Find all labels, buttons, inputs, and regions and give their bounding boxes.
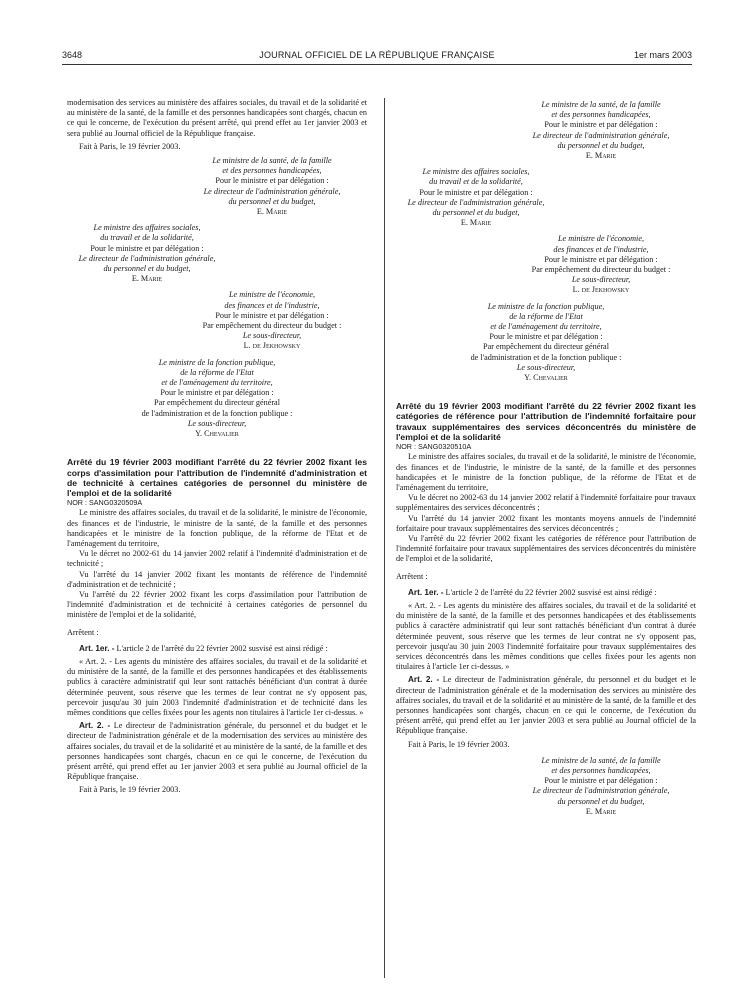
fait-a-paris: Fait à Paris, le 19 février 2003. bbox=[408, 739, 510, 749]
sig-line: Par empêchement du directeur du budget : bbox=[202, 321, 342, 331]
arrete-title: Arrêté du 19 février 2003 modifiant l'arrêté du 22 février 2002 fixant les catégories de référence pour l'attribution de l'indemnité forfaitaire pour travaux supplémentaires des services déconcentrés du ministère de l'emploi et de la solidarité bbox=[396, 401, 696, 442]
page-header bbox=[62, 50, 692, 64]
sig-line: Pour le ministre et par délégation : bbox=[419, 187, 533, 197]
left-column bbox=[67, 98, 367, 796]
article-2 bbox=[67, 721, 367, 782]
sig-line: de la réforme de l'Etat bbox=[180, 367, 254, 377]
article-text: Le directeur de l'administration générale, du personnel et du budget et le directeur de l'administration générale et de la modernisation des services au ministère des affaires sociales, du travail et de la solidarité et au ministère de la santé, de la famille et des personnes handicapées sont chargés, chacun en ce qui le concerne, de l'exécution du présent arrêté, qui prend effet au 1er janvier 2003 et sera publié au Journal officiel de la République française. bbox=[67, 721, 367, 782]
sig-line: Le ministre de la santé, de la famille bbox=[541, 100, 661, 109]
sig-line: Par empêchement du directeur du budget : bbox=[531, 265, 671, 275]
sig-line: du personnel et du budget, bbox=[228, 196, 316, 206]
sig-line: Le ministre de la santé, de la famille bbox=[212, 156, 332, 166]
signatory-name: E. Marie bbox=[131, 274, 163, 284]
sig-line: Pour le ministre et par délégation : bbox=[160, 388, 274, 398]
article-label: Art. 1er. - bbox=[79, 643, 115, 653]
article-1 bbox=[396, 588, 696, 598]
sig-line: Le sous-directeur, bbox=[516, 362, 576, 372]
signatory-name: E. Marie bbox=[256, 207, 288, 217]
sig-line: Le directeur de l'administration générale, bbox=[78, 253, 216, 263]
article-quote: « Art. 2. - Les agents du ministère des affaires sociales, du travail et de la solidarité et du ministère de la santé, de la famille et des personnes handicapées et des établissements publics à caractère administratif qui leur sont rattachés bénéficiant d'un contrat à durée déterminée peuvent, sous réserve que les termes de leur contrat ne s'y opposent pas, percevoir jusqu'au 30 juin 2003 l'indemnité d'administration et de technicité dans les mêmes conditions que celles fixées pour les agents non titulaires à l'article 1er ci-dessus. » bbox=[67, 656, 367, 717]
sig-line: Pour le ministre et par délégation : bbox=[544, 254, 658, 264]
vu-paragraph: Vu l'arrêté du 14 janvier 2002 fixant les montants moyens annuels de l'indemnité forfaitaire pour travaux supplémentaires des services déconcentrés ; bbox=[396, 513, 696, 533]
sig-line: Le directeur de l'administration générale, bbox=[532, 130, 670, 140]
signatory-name: E. Marie bbox=[460, 218, 492, 228]
vu-paragraph: Vu l'arrêté du 22 février 2002 fixant les corps d'assimilation pour l'attribution de l'indemnité d'administration et de technicité à certaines catégories de personnel du ministère de l'emploi et de la solidarité, bbox=[67, 589, 367, 620]
column-divider bbox=[384, 98, 385, 978]
article-label: Art. 2. - bbox=[79, 721, 111, 731]
sig-line: Pour le ministre et par délégation : bbox=[215, 310, 329, 320]
article-text: Le directeur de l'administration générale, du personnel et du budget et le directeur de l'administration générale et de la modernisation des services au ministère des affaires sociales, du travail et de la solidarité et au ministère de la santé, de la famille et des personnes handicapées sont chargés, chacun en ce qui le concerne, de l'exécution du présent arrêté, qui prend effet au 1er janvier 2003 et sera publié au Journal officiel de la République française. bbox=[396, 675, 696, 736]
sig-line: Le ministre des affaires sociales, bbox=[93, 223, 201, 233]
sig-line: de l'administration et de la fonction publique : bbox=[470, 352, 622, 362]
signature-affaires-sociales bbox=[67, 223, 367, 284]
preamble-paragraph: Le ministre des affaires sociales, du travail et de la solidarité, le ministre de l'économie, des finances et de l'industrie, le ministre de la santé, de la famille et des personnes handicapées et le ministre de la fonction publique, de la réforme de l'Etat et de l'aménagement du territoire, bbox=[396, 452, 696, 492]
preamble-paragraph: Le ministre des affaires sociales, du travail et de la solidarité, le ministre de l'économie, des finances et de l'industrie, le ministre de la santé, de la famille et des personnes handicapées et le ministre de la fonction publique, de la réforme de l'Etat et de l'aménagement du territoire, bbox=[67, 508, 367, 548]
sig-line: Le sous-directeur, bbox=[187, 418, 247, 428]
page-number: 3648 bbox=[62, 50, 83, 60]
article-text: L'article 2 de l'arrêté du 22 février 2002 susvisé est ainsi rédigé : bbox=[443, 587, 657, 597]
article-1 bbox=[67, 644, 367, 654]
article-quote: « Art. 2. - Les agents du ministère des affaires sociales, du travail et de la solidarité et du ministère de la santé, de la famille et des personnes handicapées et des établissements publics à caractère administratif qui leur sont rattachés bénéficiant d'un contrat à durée déterminée peuvent, sous réserve que les termes de leur contrat ne s'y opposent pas, percevoir jusqu'au 30 juin 2003 l'indemnité forfaitaire pour travaux supplémentaires des services déconcentrés dans les mêmes conditions que celles fixées pour les agents non titulaires à l'article 1er ci-dessus. » bbox=[396, 600, 696, 672]
continued-paragraph: modernisation des services au ministère des affaires sociales, du travail et de la solidarité et au ministère de la santé, de la famille et des personnes handicapées sont chargés, chacun en ce qui le concerne, de l'exécution du présent arrêté, qui prend effet au 1er janvier 2003 et sera publié au Journal officiel de la République française. bbox=[67, 98, 367, 138]
signature-fonction-publique bbox=[396, 302, 696, 384]
fait-a-paris: Fait à Paris, le 19 février 2003. bbox=[79, 141, 181, 151]
sig-line: Pour le ministre et par délégation : bbox=[544, 776, 658, 786]
article-label: Art. 1er. - bbox=[408, 587, 444, 597]
sig-line: et des personnes handicapées, bbox=[551, 110, 651, 120]
sig-line: de l'administration et de la fonction publique : bbox=[141, 408, 293, 418]
sig-line: des finances et de l'industrie, bbox=[224, 300, 320, 310]
sig-line: et de l'aménagement du territoire, bbox=[161, 378, 273, 388]
vu-paragraph: Vu l'arrêté du 22 février 2002 fixant les catégories de référence pour l'attribution de l'indemnité forfaitaire pour travaux supplémentaires des services déconcentrés du ministère de l'emploi et de la solidarité, bbox=[396, 533, 696, 564]
vu-paragraph: Vu le décret no 2002-61 du 14 janvier 2002 relatif à l'indemnité d'administration et de technicité ; bbox=[67, 549, 367, 569]
sig-line: Le directeur de l'administration générale, bbox=[407, 197, 545, 207]
sig-line: du personnel et du budget, bbox=[557, 140, 645, 150]
signature-economie bbox=[67, 290, 367, 351]
journal-title: JOURNAL OFFICIEL DE LA RÉPUBLIQUE FRANÇAISE bbox=[259, 50, 495, 60]
sig-line: Le directeur de l'administration générale, bbox=[203, 186, 341, 196]
sig-line: Le ministre de la fonction publique, bbox=[487, 301, 605, 311]
sig-line: Le ministre de l'économie, bbox=[557, 234, 645, 244]
sig-line: de la réforme de l'Etat bbox=[509, 311, 583, 321]
sig-line: Par empêchement du directeur général bbox=[154, 398, 280, 408]
sig-line: du travail et de la solidarité, bbox=[429, 177, 523, 187]
sig-line: et des personnes handicapées, bbox=[222, 166, 322, 176]
signature-affaires-sociales bbox=[396, 167, 696, 228]
arretent: Arrêtent : bbox=[67, 627, 99, 637]
sig-line: Le ministre de la fonction publique, bbox=[158, 357, 276, 367]
arrete-title: Arrêté du 19 février 2003 modifiant l'arrêté du 22 février 2002 fixant les corps d'assimilation pour l'attribution de l'indemnité d'administration et de technicité à certaines catégories de personnel du ministère de l'emploi et de la solidarité bbox=[67, 457, 367, 498]
issue-date: 1er mars 2003 bbox=[633, 50, 692, 60]
sig-line: du personnel et du budget, bbox=[557, 796, 645, 806]
sig-line: Le ministre de la santé, de la famille bbox=[541, 755, 661, 765]
sig-line: du personnel et du budget, bbox=[103, 264, 191, 274]
signature-sante bbox=[396, 100, 696, 161]
sig-line: Pour le ministre et par délégation : bbox=[90, 243, 204, 253]
vu-paragraph: Vu l'arrêté du 14 janvier 2002 fixant les montants de référence de l'indemnité d'administration et de technicité ; bbox=[67, 569, 367, 589]
sig-line: Le ministre des affaires sociales, bbox=[422, 167, 530, 177]
nor-reference: NOR : SANG0320510A bbox=[396, 442, 472, 452]
signatory-name: E. Marie bbox=[585, 806, 617, 816]
nor-reference: NOR : SANG0320509A bbox=[67, 498, 143, 508]
sig-line: du personnel et du budget, bbox=[432, 208, 520, 218]
sig-line: Pour le ministre et par délégation : bbox=[489, 332, 603, 342]
sig-line: Pour le ministre et par délégation : bbox=[215, 176, 329, 186]
article-2 bbox=[396, 675, 696, 736]
sig-line: Le ministre de l'économie, bbox=[228, 290, 316, 300]
sig-line: et des personnes handicapées, bbox=[551, 765, 651, 775]
vu-paragraph: Vu le décret no 2002-63 du 14 janvier 2002 relatif à l'indemnité forfaitaire pour travaux supplémentaires des services déconcentrés ; bbox=[396, 493, 696, 513]
signature-economie bbox=[396, 234, 696, 295]
sig-line: Le directeur de l'administration générale, bbox=[532, 786, 670, 796]
signatory-name: L. de Jekhowsky bbox=[572, 285, 630, 295]
signatory-name: Y. Chevalier bbox=[524, 373, 568, 383]
article-text: L'article 2 de l'arrêté du 22 février 2002 susvisé est ainsi rédigé : bbox=[114, 643, 328, 653]
signature-fonction-publique bbox=[67, 358, 367, 440]
sig-line: du travail et de la solidarité, bbox=[100, 233, 194, 243]
sig-line: des finances et de l'industrie, bbox=[553, 244, 649, 254]
sig-line: Le sous-directeur, bbox=[571, 275, 631, 285]
right-column bbox=[396, 100, 696, 817]
sig-line: Par empêchement du directeur général bbox=[483, 342, 609, 352]
sig-line: et de l'aménagement du territoire, bbox=[490, 322, 602, 332]
signatory-name: L. de Jekhowsky bbox=[243, 341, 301, 351]
signature-sante bbox=[396, 756, 696, 817]
article-label: Art. 2. - bbox=[408, 675, 440, 685]
fait-a-paris: Fait à Paris, le 19 février 2003. bbox=[79, 785, 181, 795]
signature-sante bbox=[67, 156, 367, 217]
sig-line: Pour le ministre et par délégation : bbox=[544, 120, 658, 130]
header-rule bbox=[62, 64, 692, 65]
signatory-name: Y. Chevalier bbox=[195, 429, 239, 439]
arretent: Arrêtent : bbox=[396, 571, 428, 581]
sig-line: Le sous-directeur, bbox=[242, 331, 302, 341]
signatory-name: E. Marie bbox=[585, 151, 617, 161]
